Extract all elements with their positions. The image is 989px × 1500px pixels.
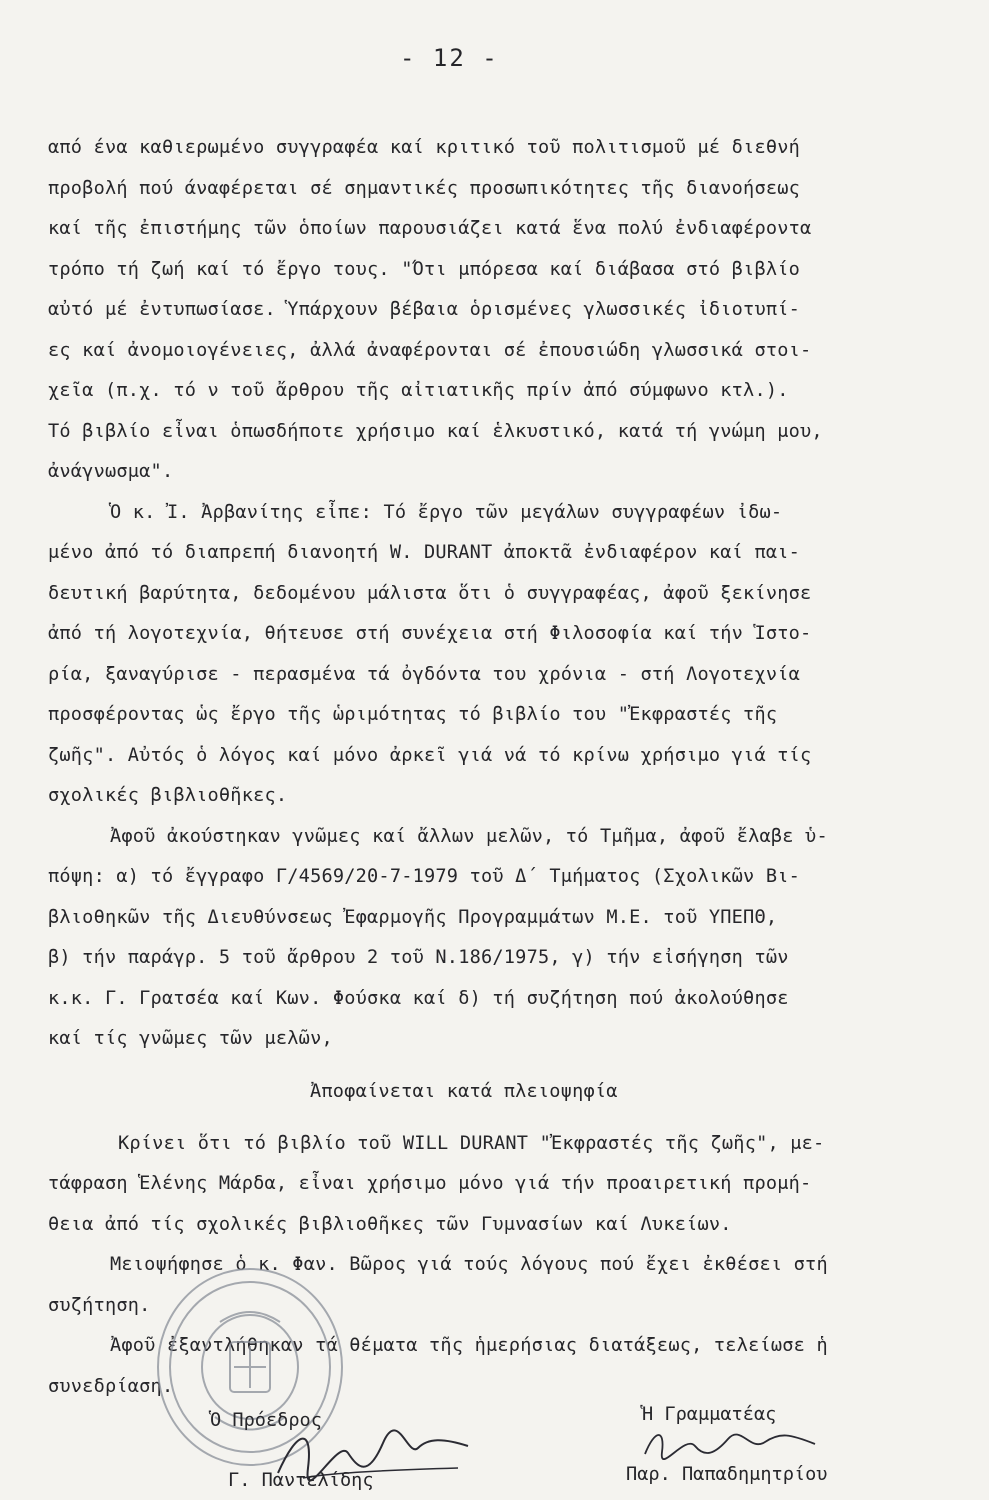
text-line: Ὁ κ. Ἰ. Ἀρβανίτης εἶπε: Τό ἔργο τῶν μεγάλων συγγραφέων ἰδω-	[110, 501, 783, 523]
text-line: συζήτηση.	[48, 1294, 151, 1316]
decision-heading: Ἀποφαίνεται κατά πλειοψηφία	[310, 1080, 618, 1102]
text-line: β) τήν παράγρ. 5 τοῦ ἄρθρου 2 τοῦ Ν.186/1975, γ) τήν εἰσήγηση τῶν	[48, 947, 789, 968]
text-line: Κρίνει ὅτι τό βιβλίο τοῦ WILL DURANT "Ἐκφραστές τῆς ζωῆς", με-	[118, 1132, 825, 1154]
text-line: τάφραση Ἑλένης Μάρδα, εἶναι χρήσιμο μόνο γιά τήν προαιρετική προμή-	[48, 1173, 812, 1194]
text-line: πόψη: α) τό ἔγγραφο Γ/4569/20-7-1979 τοῦ Δ΄ Τμήματος (Σχολικῶν Βι-	[48, 866, 801, 887]
text-line: βλιοθηκῶν τῆς Διευθύνσεως Ἐφαρμογῆς Προγραμμάτων Μ.Ε. τοῦ ΥΠΕΠΘ,	[48, 906, 778, 928]
text-line: αὐτό μέ ἐντυπωσίασε. Ὑπάρχουν βέβαια ὁρισμένες γλωσσικές ἰδιοτυπί-	[48, 299, 801, 320]
minutes-body-text	[48, 128, 948, 1407]
text-line: τρόπο τή ζωή καί τό ἔργο τους. "Ότι μπόρεσα καί διάβασα στό βιβλίο	[48, 258, 801, 280]
text-line: από ένα καθιερωμένο συγγραφέα καί κριτικό τοῦ πολιτισμοῦ μέ διεθνή	[48, 137, 801, 158]
text-line: σχολικές βιβλιοθῆκες.	[48, 785, 288, 806]
secretary-name: Παρ. Παπαδημητρίου	[626, 1464, 828, 1485]
text-line: καί τῆς ἐπιστήμης τῶν ὁποίων παρουσιάζει κατά ἕνα πολύ ἐνδιαφέροντα	[48, 218, 812, 239]
text-line: κ.κ. Γ. Γρατσέα καί Κων. Φούσκα καί δ) τή συζήτηση πού ἀκολούθησε	[48, 987, 789, 1009]
text-line: ρία, ξαναγύρισε - περασμένα τά ὀγδόντα του χρόνια - στή Λογοτεχνία	[48, 663, 801, 685]
text-line: δευτική βαρύτητα, δεδομένου μάλιστα ὅτι ὁ συγγραφέας, ἀφοῦ ξεκίνησε	[48, 582, 812, 604]
text-line: μένο ἀπό τό διαπρεπή διανοητή W. DURANT ἀποκτᾶ ἐνδιαφέρον καί παι-	[48, 542, 801, 563]
president-title: Ὁ Πρόεδρος	[210, 1410, 322, 1431]
text-line: ες καί ἀνομοιογένειες, ἀλλά ἀναφέρονται σέ ἐπουσιώδη γλωσσικά στοι-	[48, 339, 812, 361]
text-line: προβολή πού άναφέρεται σέ σημαντικές προσωπικότητες τῆς διανοήσεως	[48, 177, 801, 199]
signature-block	[0, 1400, 989, 1500]
text-line: προσφέροντας ὡς ἔργο τῆς ὡριμότητας τό βιβλίο του "Ἐκφραστές τῆς	[48, 704, 778, 725]
text-line: συνεδρίαση.	[48, 1375, 174, 1397]
text-line: ζωῆς". Αὐτός ὁ λόγος καί μόνο ἀρκεῖ γιά νά τό κρίνω χρήσιμο γιά τίς	[48, 744, 812, 766]
text-line: Ἀφοῦ ἐξαντλήθηκαν τά θέματα τῆς ἡμερήσιας διατάξεως, τελείωσε ἡ	[110, 1335, 828, 1356]
page-number: - 12 -	[400, 44, 499, 72]
secretary-title: Ἡ Γραμματέας	[642, 1404, 777, 1425]
text-line: θεια ἀπό τίς σχολικές βιβλιοθῆκες τῶν Γυμνασίων καί Λυκείων.	[48, 1213, 732, 1235]
text-line: ἀνάγνωσμα".	[48, 461, 174, 482]
text-line: Ἀφοῦ ἀκούστηκαν γνῶμες καί ἄλλων μελῶν, τό Τμῆμα, ἀφοῦ ἔλαβε ὑ-	[110, 825, 828, 847]
text-line: καί τίς γνῶμες τῶν μελῶν,	[48, 1028, 333, 1049]
text-line: Μειοψήφησε ὁ κ. Φαν. Βῶρος γιά τούς λόγους πού ἔχει ἐκθέσει στή	[110, 1254, 828, 1275]
text-line: ἀπό τή λογοτεχνία, θήτευσε στή συνέχεια στή Φιλοσοφία καί τήν Ἱστο-	[48, 623, 812, 644]
text-line: χεῖα (π.χ. τό ν τοῦ ἄρθρου τῆς αἰτιατικῆς πρίν ἀπό σύμφωνο κτλ.).	[48, 380, 789, 401]
text-line: Τό βιβλίο εἶναι ὁπωσδήποτε χρήσιμο καί ἑλκυστικό, κατά τή γνώμη μου,	[48, 420, 823, 442]
president-name: Γ. Παντελίδης	[228, 1470, 374, 1491]
